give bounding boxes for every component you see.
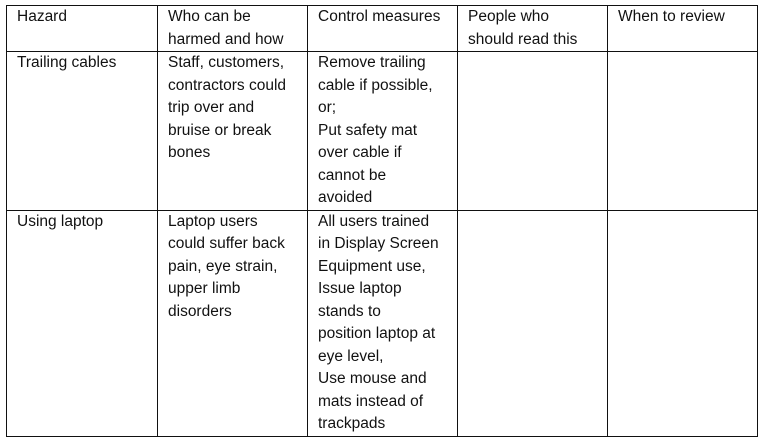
header-hazard: Hazard (7, 6, 158, 52)
header-when-review: When to review (608, 6, 758, 52)
header-control-measures: Control measures (308, 6, 458, 52)
cell-people-read (458, 210, 608, 436)
table-row (7, 210, 758, 436)
cell-when-review (608, 52, 758, 211)
cell-when-review (608, 210, 758, 436)
cell-control-measures: All users trained in Display Screen Equipment use, Issue laptop stands to position laptop at eye level, Use mouse and mats instead of trackpads (308, 210, 458, 436)
table-row (7, 52, 758, 211)
cell-control-measures: Remove trailing cable if possible, or; Put safety mat over cable if cannot be avoided (308, 52, 458, 211)
cell-hazard: Using laptop (7, 210, 158, 436)
cell-people-read (458, 52, 608, 211)
header-people-read: People who should read this (458, 6, 608, 52)
header-who-harmed: Who can be harmed and how (158, 6, 308, 52)
cell-hazard: Trailing cables (7, 52, 158, 211)
risk-assessment-table (6, 5, 758, 437)
cell-who-harmed: Staff, customers, contractors could trip over and bruise or break bones (158, 52, 308, 211)
table-header-row (7, 6, 758, 52)
cell-who-harmed: Laptop users could suffer back pain, eye strain, upper limb disorders (158, 210, 308, 436)
